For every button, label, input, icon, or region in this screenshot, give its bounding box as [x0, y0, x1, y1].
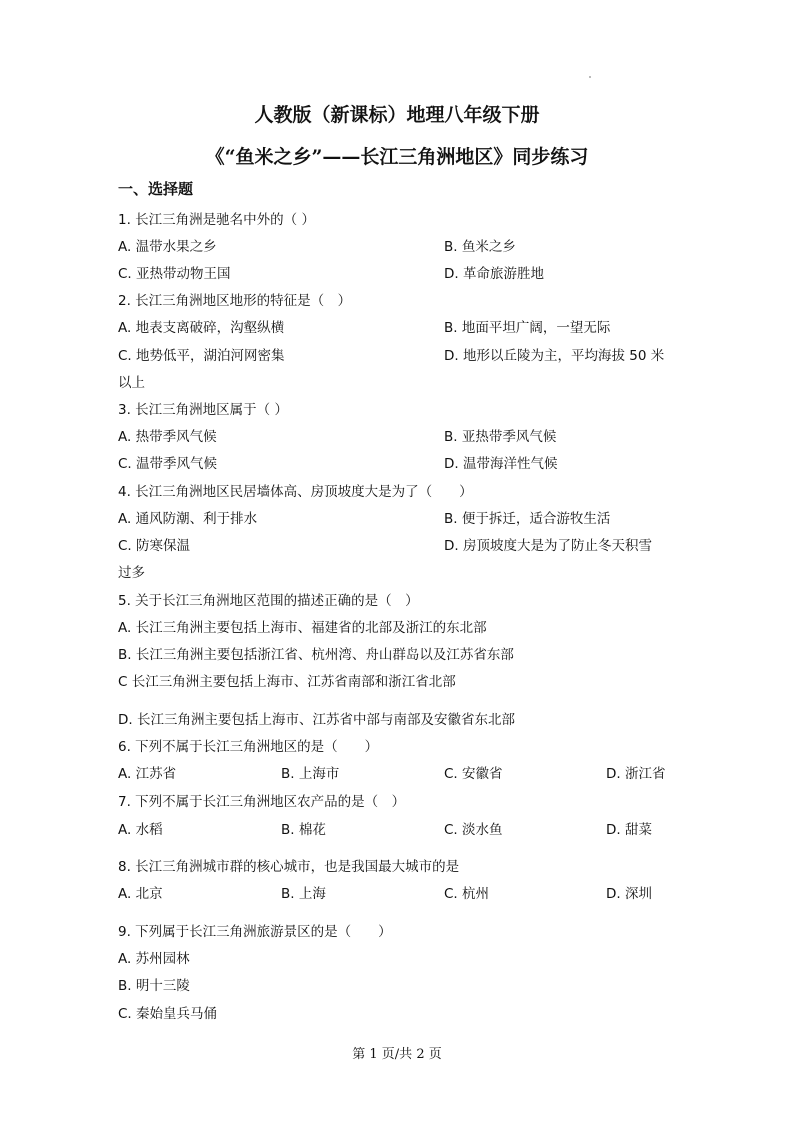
question-9-option-a: A. 苏州园林: [118, 951, 190, 967]
question-4-option-d: D. 房顶坡度大是为了防止冬天积雪: [444, 538, 652, 554]
question-2-option-d: D. 地形以丘陵为主，平均海拔 50 米: [444, 348, 665, 364]
question-6-option-a: A. 江苏省: [118, 766, 177, 782]
question-1-option-d: D. 革命旅游胜地: [444, 266, 544, 282]
question-1-stem: 1. 长江三角洲是驰名中外的（ ）: [118, 212, 315, 228]
question-8-option-d: D. 深圳: [606, 886, 652, 902]
section-heading: 一、选择题: [118, 180, 194, 198]
question-6-option-d: D. 浙江省: [606, 766, 666, 782]
question-1-option-b: B. 鱼米之乡: [444, 239, 516, 255]
question-2-option-a: A. 地表支离破碎，沟壑纵横: [118, 320, 285, 336]
question-7-option-a: A. 水稻: [118, 822, 163, 838]
question-2-stem: 2. 长江三角洲地区地形的特征是（ ）: [118, 293, 352, 309]
question-1-option-a: A. 温带水果之乡: [118, 239, 217, 255]
question-8-option-a: A. 北京: [118, 886, 163, 902]
question-7-option-d: D. 甜菜: [606, 822, 652, 838]
question-8-stem: 8. 长江三角洲城市群的核心城市，也是我国最大城市的是: [118, 859, 460, 875]
question-7-option-b: B. 棉花: [281, 822, 326, 838]
question-6-stem: 6. 下列不属于长江三角洲地区的是（ ）: [118, 739, 379, 755]
question-8-option-c: C. 杭州: [444, 886, 490, 902]
question-2-option-d-continued: 以上: [118, 375, 145, 391]
question-2-option-c: C. 地势低平，湖泊河网密集: [118, 348, 285, 364]
question-7-stem: 7. 下列不属于长江三角洲地区农产品的是（ ）: [118, 794, 406, 810]
question-4-option-b: B. 便于拆迁，适合游牧生活: [444, 511, 611, 527]
question-2-option-b: B. 地面平坦广阔，一望无际: [444, 320, 611, 336]
question-6-option-b: B. 上海市: [281, 766, 340, 782]
question-7-option-c: C. 淡水鱼: [444, 822, 503, 838]
question-9-stem: 9. 下列属于长江三角洲旅游景区的是（ ）: [118, 924, 392, 940]
question-3-option-d: D. 温带海洋性气候: [444, 456, 558, 472]
question-3-option-a: A. 热带季风气候: [118, 429, 217, 445]
question-4-option-a: A. 通风防潮、利于排水: [118, 511, 258, 527]
page-footer: 第 1 页/共 2 页: [352, 1047, 442, 1062]
document-subtitle: 《“鱼米之乡”——长江三角洲地区》同步练习: [205, 146, 589, 168]
question-5-option-c: C 长江三角洲主要包括上海市、江苏省南部和浙江省北部: [118, 674, 456, 690]
question-4-option-c: C. 防寒保温: [118, 538, 191, 554]
question-8-option-b: B. 上海: [281, 886, 326, 902]
question-3-stem: 3. 长江三角洲地区属于（ ）: [118, 402, 288, 418]
question-5-option-d: D. 长江三角洲主要包括上海市、江苏省中部与南部及安徽省东北部: [118, 712, 515, 728]
question-4-option-d-continued: 过多: [118, 565, 145, 581]
question-3-option-b: B. 亚热带季风气候: [444, 429, 557, 445]
question-9-option-c: C. 秦始皇兵马俑: [118, 1006, 218, 1022]
question-1-option-c: C. 亚热带动物王国: [118, 266, 231, 282]
question-5-stem: 5. 关于长江三角洲地区范围的描述正确的是（ ）: [118, 593, 419, 609]
document-title: 人教版（新课标）地理八年级下册: [254, 104, 540, 126]
scan-mark: [589, 76, 591, 78]
question-5-option-a: A. 长江三角洲主要包括上海市、福建省的北部及浙江的东北部: [118, 620, 487, 636]
question-3-option-c: C. 温带季风气候: [118, 456, 218, 472]
question-4-stem: 4. 长江三角洲地区民居墙体高、房顶坡度大是为了（ ）: [118, 484, 473, 500]
question-5-option-b: B. 长江三角洲主要包括浙江省、杭州湾、舟山群岛以及江苏省东部: [118, 647, 514, 663]
question-9-option-b: B. 明十三陵: [118, 978, 190, 994]
question-6-option-c: C. 安徽省: [444, 766, 503, 782]
